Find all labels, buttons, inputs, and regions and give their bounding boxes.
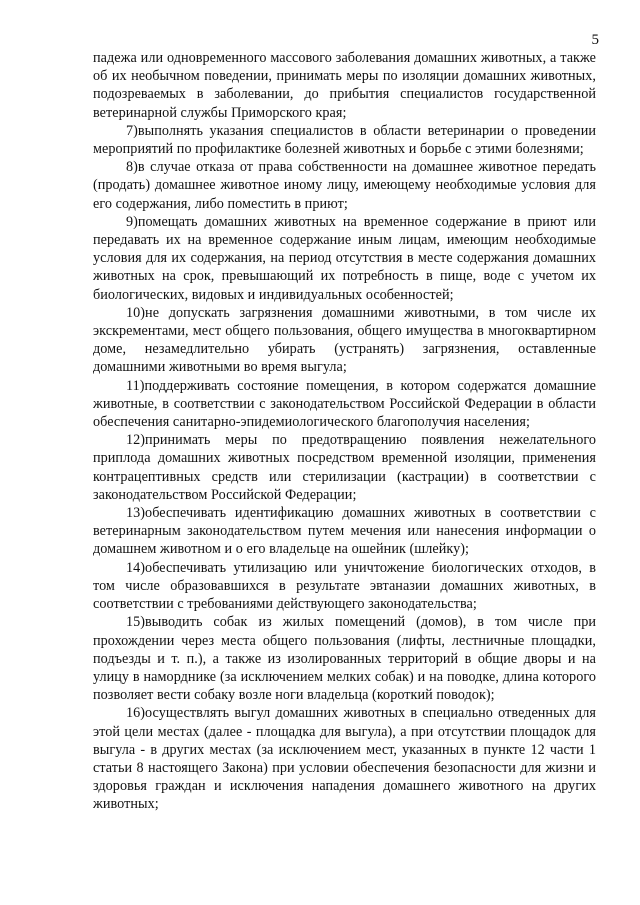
paragraph-item-12: 12)принимать меры по предотвращению появления нежелательного приплода домашних животных посредством временной изоляции, применения контрацептивных средств или стерилизации (кастрации) в соответствии с законодательством Российской Федерации;	[93, 432, 596, 503]
paragraph-item-13: 13)обеспечивать идентификацию домашних животных в соответствии с ветеринарным законодательством путем мечения или нанесения информации о домашнем животном и о его владельце на ошейник (шлейку);	[93, 505, 596, 558]
paragraph-item-7: 7)выполнять указания специалистов в области ветеринарии о проведении мероприятий по профилактике болезней животных и борьбе с этими болезнями;	[93, 122, 596, 158]
page-number: 5	[591, 32, 599, 48]
paragraph-item-14: 14)обеспечивать утилизацию или уничтожение биологических отходов, в том числе образовавшихся в результате эвтаназии домашних животных, в соответствии с требованиями действующего законодательства;	[93, 559, 596, 613]
paragraph-continuation: падежа или одновременного массового заболевания домашних животных, а также об их необычном поведении, принимать меры по изоляции домашних животных, подозреваемых в заболевании, до прибытия специалистов государственной ветеринарной службы Приморского края;	[93, 50, 596, 121]
paragraph-item-11: 11)поддерживать состояние помещения, в котором содержатся домашние животные, в соответствии с законодательством Российской Федерации в области обеспечения санитарно-эпидемиологического благополучия населения;	[93, 377, 596, 431]
paragraph-item-15: 15)выводить собак из жилых помещений (домов), в том числе при прохождении через места общего пользования (лифты, лестничные площадки, подъезды и т. п.), а также из изолированных территорий в общие дворы и на улицу в наморднике (за исключением мелких собак) и на поводке, длина которого позволяет вести собаку возле ноги владельца (короткий поводок);	[93, 614, 596, 704]
body-text	[93, 49, 596, 814]
paragraph-item-16: 16)осуществлять выгул домашних животных в специально отведенных для этой цели местах (далее - площадка для выгула), а при отсутствии площадок для выгула - в других местах (за исключением мест, указанных в пункте 12 части 1 статьи 8 настоящего Закона) при условии обеспечения безопасности для жизни и здоровья граждан и исключения нападения домашнего животного на других животных;	[93, 705, 596, 813]
paragraph-item-9: 9)помещать домашних животных на временное содержание в приют или передавать их на временное содержание иным лицам, имеющим необходимые условия для их содержания, на период отсутствия в месте содержания домашних животных на срок, превышающий их потребность в пище, воде с учетом их биологических, видовых и индивидуальных особенностей;	[93, 213, 596, 303]
paragraph-item-8: 8)в случае отказа от права собственности на домашнее животное передать (продать) домашнее животное иному лицу, имеющему необходимые условия для его содержания, либо поместить в приют;	[93, 159, 596, 212]
paragraph-item-10: 10)не допускать загрязнения домашними животными, в том числе их экскрементами, мест общего пользования, общего имущества в многоквартирном доме, незамедлительно убирать (устранять) загрязнения, оставленные домашними животными во время выгула;	[93, 304, 596, 376]
